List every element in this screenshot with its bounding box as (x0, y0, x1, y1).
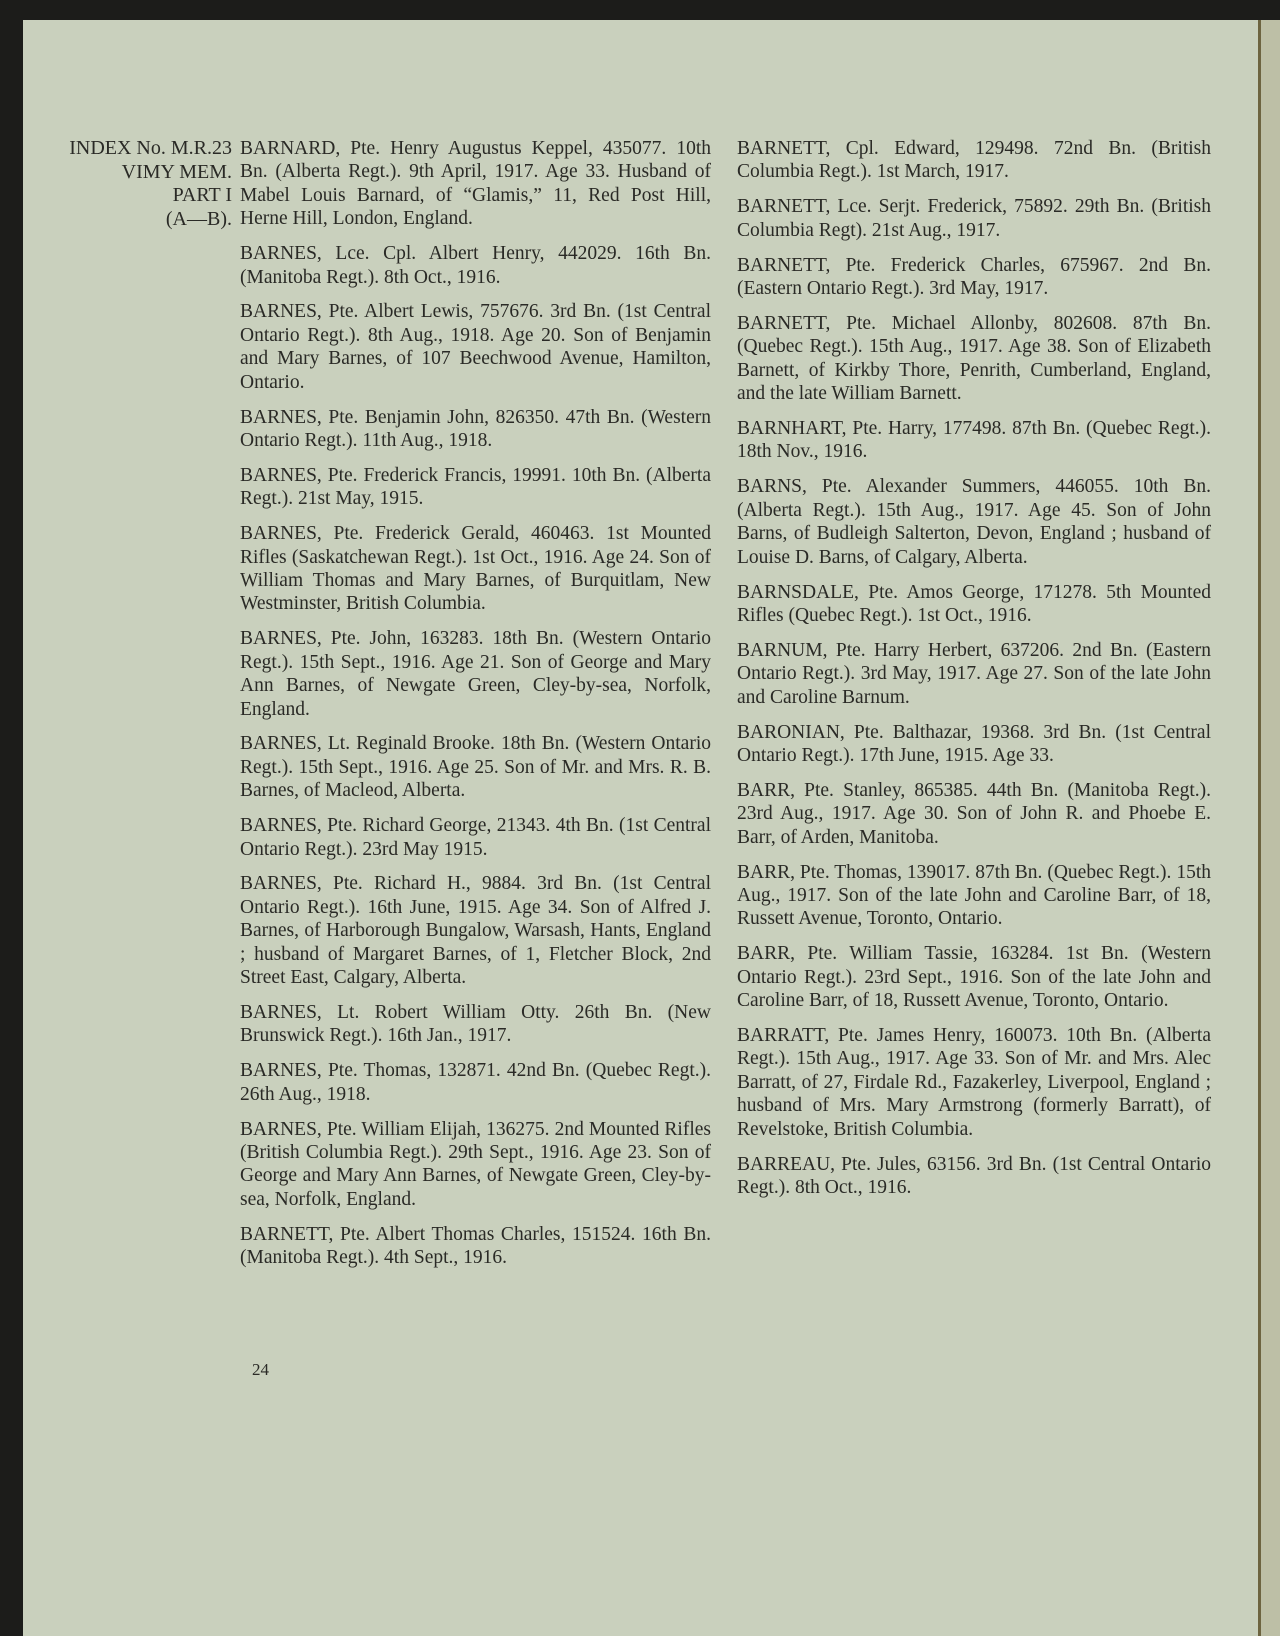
memorial-name: VIMY MEM. (121, 160, 232, 183)
left-column (240, 137, 711, 1281)
index-heading (30, 137, 232, 231)
casualty-entry: BARNETT, Pte. Frederick Charles, 675967. 2nd Bn. (Eastern Ontario Regt.). 3rd May, 1917. (737, 254, 1211, 300)
casualty-entry: BARNETT, Pte. Albert Thomas Charles, 151524. 16th Bn. (Manitoba Regt.). 4th Sept., 1916. (240, 1223, 711, 1269)
casualty-entry: BARNETT, Lce. Serjt. Frederick, 75892. 29th Bn. (British Columbia Regt). 21st Aug., 1917. (737, 196, 1211, 241)
casualty-entry: BARNES, Pte. Albert Lewis, 757676. 3rd Bn. (1st Central Ontario Regt.). 8th Aug., 1918. Age 20. Son of Benjamin and Mary Barnes, of 107 Beechwood Avenue, Hamilton, Ontario. (240, 301, 711, 393)
casualty-entry: BARNUM, Pte. Harry Herbert, 637206. 2nd Bn. (Eastern Ontario Regt.). 3rd May, 1917. Age 27. Son of the late John and Caroline Barnum. (737, 639, 1211, 708)
casualty-entry: BARNS, Pte. Alexander Summers, 446055. 10th Bn. (Alberta Regt.). 15th Aug., 1917. Age 45. Son of John Barns, of Budleigh Salterton, Devon, England ; husband of Louise D. Barns, of Calgary, Alberta. (737, 476, 1211, 568)
casualty-entry: BARNSDALE, Pte. Amos George, 171278. 5th Mounted Rifles (Quebec Regt.). 1st Oct., 1916. (737, 581, 1211, 626)
casualty-entry: BARR, Pte. William Tassie, 163284. 1st Bn. (Western Ontario Regt.). 23rd Sept., 1916. Son of the late John and Caroline Barr, of 18, Russett Avenue, Toronto, Ontario. (737, 943, 1211, 1012)
next-page-edge (1261, 20, 1280, 1636)
casualty-entry: BARNETT, Cpl. Edward, 129498. 72nd Bn. (British Columbia Regt.). 1st March, 1917. (737, 138, 1211, 183)
casualty-entry: BARNHART, Pte. Harry, 177498. 87th Bn. (Quebec Regt.). 18th Nov., 1916. (737, 418, 1211, 463)
casualty-entry: BARNES, Pte. William Elijah, 136275. 2nd Mounted Rifles (British Columbia Regt.). 29th Sept., 1916. Age 23. Son of George and Mary Ann Barnes, of Newgate Green, Cley-by-sea, Norfolk, England. (240, 1118, 711, 1210)
casualty-entry: BARRATT, Pte. James Henry, 160073. 10th Bn. (Alberta Regt.). 15th Aug., 1917. Age 33. Son of Mr. and Mrs. Alec Barratt, of 27, Firdale Rd., Fazakerley, Liverpool, England ; husband of Mrs. Mary Armstrong (formerly Barratt), of Revelstoke, British Columbia. (737, 1025, 1211, 1140)
page-number: 24 (252, 1360, 269, 1379)
casualty-entry: BARNES, Pte. Benjamin John, 826350. 47th Bn. (Western Ontario Regt.). 11th Aug., 1918. (240, 406, 711, 451)
casualty-entry: BARR, Pte. Thomas, 139017. 87th Bn. (Quebec Regt.). 15th Aug., 1917. Son of the late John and Caroline Barr, of 18, Russett Avenue, Toronto, Ontario. (737, 861, 1211, 930)
casualty-entry: BARONIAN, Pte. Balthazar, 19368. 3rd Bn. (1st Central Ontario Regt.). 17th June, 1915. Age 33. (737, 721, 1211, 766)
index-number: INDEX No. M.R.23 (69, 137, 232, 159)
range-label: (A—B). (165, 207, 232, 230)
casualty-entry: BARNES, Pte. Frederick Francis, 19991. 10th Bn. (Alberta Regt.). 21st May, 1915. (240, 464, 711, 510)
casualty-entry: BARNES, Pte. Richard H., 9884. 3rd Bn. (1st Central Ontario Regt.). 16th June, 1915. Age 34. Son of Alfred J. Barnes, of Harborough Bungalow, Warsash, Hants, England ; husband of Margaret Barnes, of 1, Fletcher Block, 2nd Street East, Calgary, Alberta. (240, 873, 711, 989)
casualty-entry: BARNES, Lt. Robert William Otty. 26th Bn. (New Brunswick Regt.). 16th Jan., 1917. (240, 1002, 711, 1047)
casualty-entry: BARNES, Lce. Cpl. Albert Henry, 442029. 16th Bn. (Manitoba Regt.). 8th Oct., 1916. (240, 243, 711, 288)
casualty-entry: BARR, Pte. Stanley, 865385. 44th Bn. (Manitoba Regt.). 23rd Aug., 1917. Age 30. Son of John R. and Phoebe E. Barr, of Arden, Manitoba. (737, 779, 1211, 848)
casualty-entry: BARNARD, Pte. Henry Augustus Keppel, 435077. 10th Bn. (Alberta Regt.). 9th April, 1917. Age 33. Husband of Mabel Louis Barnard, of “Glamis,” 11, Red Post Hill, Herne Hill, London, England. (240, 138, 711, 230)
casualty-entry: BARNES, Lt. Reginald Brooke. 18th Bn. (Western Ontario Regt.). 15th Sept., 1916. Age 25. Son of Mr. and Mrs. R. B. Barnes, of Macleod, Alberta. (240, 733, 711, 802)
casualty-entry: BARNES, Pte. Richard George, 21343. 4th Bn. (1st Central Ontario Regt.). 23rd May 1915. (240, 815, 711, 860)
part-label: PART I (172, 184, 232, 206)
right-column (737, 137, 1211, 1211)
casualty-entry: BARNES, Pte. Thomas, 132871. 42nd Bn. (Quebec Regt.). 26th Aug., 1918. (240, 1060, 711, 1105)
casualty-entry: BARNES, Pte. Frederick Gerald, 460463. 1st Mounted Rifles (Saskatchewan Regt.). 1st Oct., 1916. Age 24. Son of William Thomas and Mary Barnes, of Burquitlam, New Westminster, British Columbia. (240, 523, 711, 615)
casualty-entry: BARNES, Pte. John, 163283. 18th Bn. (Western Ontario Regt.). 15th Sept., 1916. Age 21. Son of George and Mary Ann Barnes, of Newgate Green, Cley-by-sea, Norfolk, England. (240, 628, 711, 720)
casualty-entry: BARNETT, Pte. Michael Allonby, 802608. 87th Bn. (Quebec Regt.). 15th Aug., 1917. Age 38. Son of Elizabeth Barnett, of Kirkby Thore, Penrith, Cumberland, England, and the late William Barnett. (737, 312, 1211, 405)
casualty-entry: BARREAU, Pte. Jules, 63156. 3rd Bn. (1st Central Ontario Regt.). 8th Oct., 1916. (737, 1153, 1211, 1198)
